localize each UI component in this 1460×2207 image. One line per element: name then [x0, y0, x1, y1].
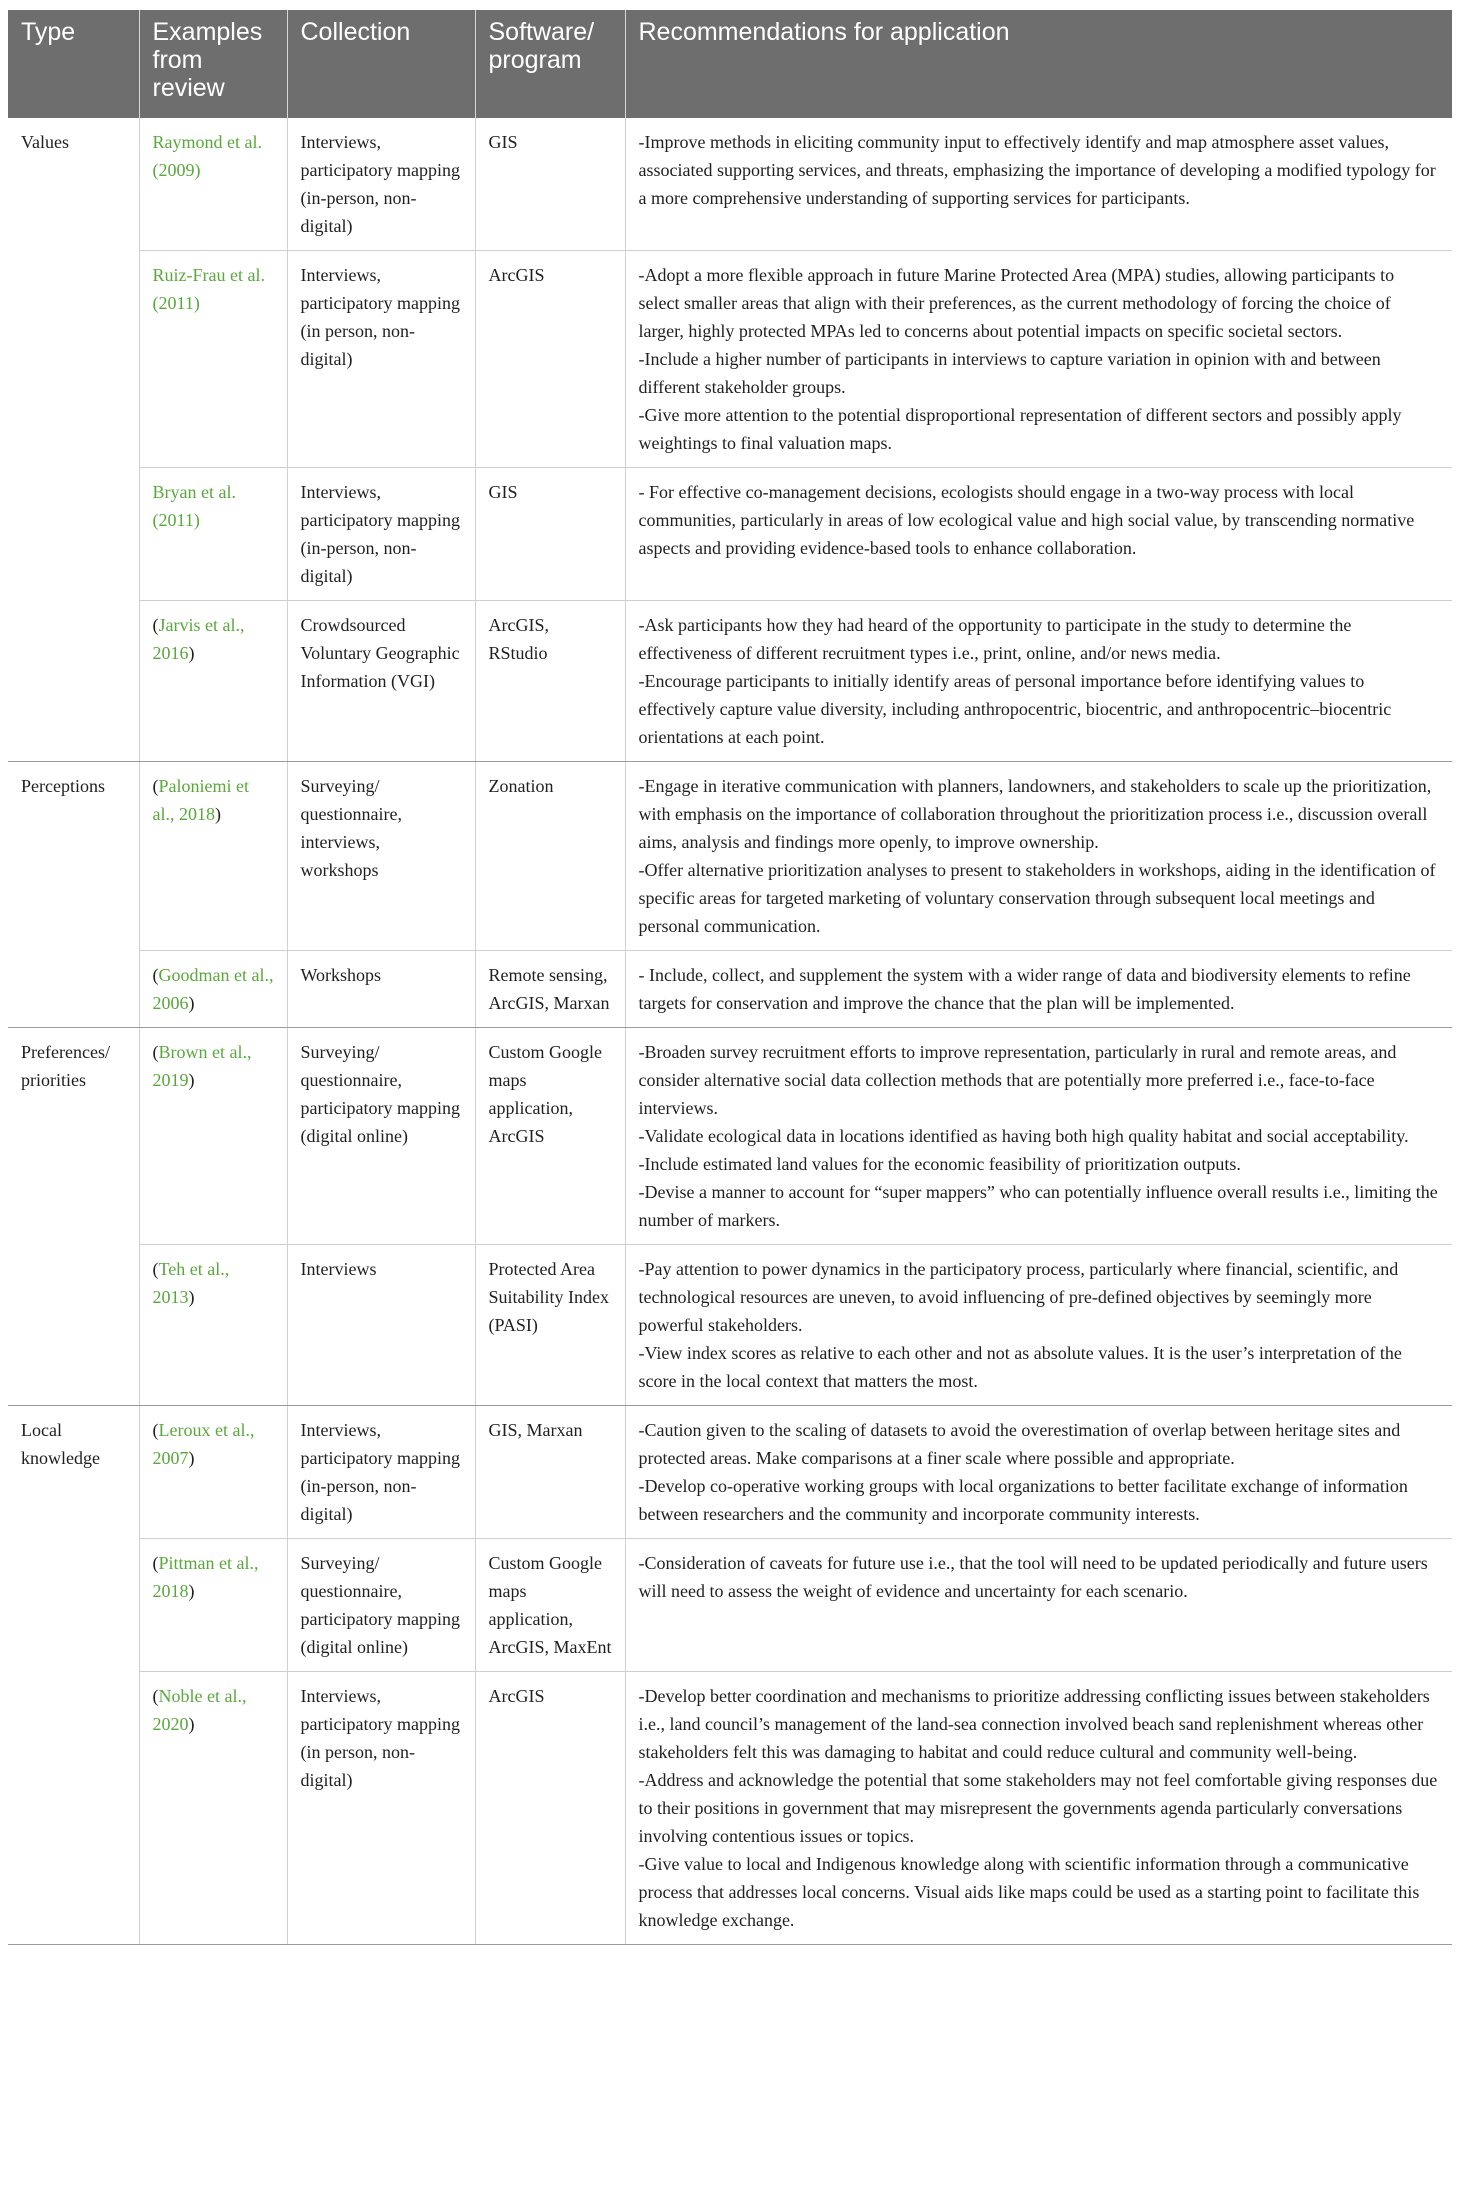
header-type: Type — [8, 10, 139, 118]
collection-cell: Crowdsourced Voluntary Geographic Information (VGI) — [287, 601, 475, 762]
software-cell: Zonation — [475, 762, 625, 951]
software-cell: GIS — [475, 468, 625, 601]
software-cell: Remote sensing, ArcGIS, Marxan — [475, 951, 625, 1028]
collection-cell: Surveying/ questionnaire, participatory mapping (digital online) — [287, 1028, 475, 1245]
citation-link[interactable]: Brown et al., 2019 — [152, 1042, 252, 1090]
recommendation-cell — [625, 118, 1452, 251]
collection-cell: Interviews, participatory mapping (in-person, non-digital) — [287, 1406, 475, 1539]
table-row — [8, 601, 1452, 762]
collection-cell: Surveying/ questionnaire, participatory mapping (digital online) — [287, 1539, 475, 1672]
example-cell — [139, 1245, 287, 1406]
collection-cell: Interviews, participatory mapping (in-person, non-digital) — [287, 118, 475, 251]
software-cell: ArcGIS, RStudio — [475, 601, 625, 762]
example-suffix: ) — [188, 1287, 195, 1307]
recommendations-table — [8, 10, 1452, 1945]
recommendation-cell — [625, 1672, 1452, 1945]
software-cell: Protected Area Suitability Index (PASI) — [475, 1245, 625, 1406]
example-suffix: ) — [188, 1581, 195, 1601]
recommendation-item: -Include estimated land values for the economic feasibility of prioritization outputs. — [638, 1154, 1241, 1174]
recommendation-item: - Include, collect, and supplement the system with a wider range of data and biodiversity elements to refine targets for conservation and improve the chance that the plan will be implemented. — [638, 965, 1411, 1013]
example-cell — [139, 1028, 287, 1245]
example-suffix: ) — [188, 1070, 195, 1090]
header-collection: Collection — [287, 10, 475, 118]
citation-link[interactable]: Bryan et al. (2011) — [152, 482, 236, 530]
collection-cell: Interviews, participatory mapping (in person, non-digital) — [287, 251, 475, 468]
example-cell — [139, 601, 287, 762]
example-cell — [139, 468, 287, 601]
table-row — [8, 1406, 1452, 1539]
recommendation-cell — [625, 1539, 1452, 1672]
example-cell — [139, 1672, 287, 1945]
example-prefix: ( — [152, 1259, 159, 1279]
recommendation-item: -Improve methods in eliciting community input to effectively identify and map atmosphere asset values, associated supporting services, and threats, emphasizing the importance of developing a modified typology for a more comprehensive understanding of supporting services for participants. — [638, 132, 1436, 208]
recommendation-item: -Broaden survey recruitment efforts to improve representation, particularly in rural and remote areas, and consider alternative social data collection methods that are potentially more preferred i.e., face-to-face interviews. — [638, 1042, 1397, 1118]
recommendation-item: -Validate ecological data in locations identified as having both high quality habitat and social acceptability. — [638, 1126, 1409, 1146]
type-cell: Perceptions — [8, 762, 139, 1028]
table-row — [8, 118, 1452, 251]
recommendation-item: -Offer alternative prioritization analyses to present to stakeholders in workshops, aiding in the identification of specific areas for targeted marketing of voluntary conservation through subsequent local meetings and personal communication. — [638, 860, 1436, 936]
citation-link[interactable]: Pittman et al., 2018 — [152, 1553, 259, 1601]
example-cell — [139, 951, 287, 1028]
software-cell: Custom Google maps application, ArcGIS, MaxEnt — [475, 1539, 625, 1672]
table-row — [8, 1245, 1452, 1406]
citation-link[interactable]: Ruiz-Frau et al. (2011) — [152, 265, 265, 313]
citation-link[interactable]: Jarvis et al., 2016 — [152, 615, 245, 663]
table-row — [8, 1539, 1452, 1672]
recommendation-item: -Ask participants how they had heard of the opportunity to participate in the study to determine the effectiveness of different recruitment types i.e., print, online, and/or news media. — [638, 615, 1352, 663]
recommendation-item: - For effective co-management decisions, ecologists should engage in a two-way process with local communities, particularly in areas of low ecological value and high social value, by transcending normative aspects and providing evidence-based tools to enhance collaboration. — [638, 482, 1415, 558]
table-header — [8, 10, 1452, 118]
citation-link[interactable]: Raymond et al. (2009) — [152, 132, 262, 180]
table-row — [8, 1672, 1452, 1945]
header-software: Software/ program — [475, 10, 625, 118]
example-prefix: ( — [152, 1553, 159, 1573]
collection-cell: Interviews — [287, 1245, 475, 1406]
recommendation-cell — [625, 1028, 1452, 1245]
example-cell — [139, 762, 287, 951]
example-prefix: ( — [152, 965, 159, 985]
citation-link[interactable]: Teh et al., 2013 — [152, 1259, 230, 1307]
recommendation-item: -Develop co-operative working groups with local organizations to better facilitate exchange of information between researchers and the community and incorporate community interests. — [638, 1476, 1408, 1524]
example-prefix: ( — [152, 1042, 159, 1062]
example-prefix: ( — [152, 615, 159, 635]
recommendation-item: -Include a higher number of participants in interviews to capture variation in opinion with and between different stakeholder groups. — [638, 349, 1381, 397]
collection-cell: Surveying/ questionnaire, interviews, workshops — [287, 762, 475, 951]
header-examples: Examples from review — [139, 10, 287, 118]
collection-cell: Interviews, participatory mapping (in person, non-digital) — [287, 1672, 475, 1945]
citation-link[interactable]: Goodman et al., 2006 — [152, 965, 274, 1013]
recommendation-item: -Consideration of caveats for future use i.e., that the tool will need to be updated periodically and future users will need to assess the weight of evidence and uncertainty for each scenario. — [638, 1553, 1428, 1601]
example-prefix: ( — [152, 1420, 159, 1440]
software-cell: ArcGIS — [475, 1672, 625, 1945]
recommendation-item: -Give value to local and Indigenous knowledge along with scientific information through a communicative process that addresses local concerns. Visual aids like maps could be used as a starting point to facilitate this knowledge exchange. — [638, 1854, 1420, 1930]
example-cell — [139, 1539, 287, 1672]
example-prefix: ( — [152, 776, 159, 796]
recommendation-item: -Give more attention to the potential disproportional representation of different sectors and possibly apply weightings to final valuation maps. — [638, 405, 1402, 453]
recommendation-item: -Encourage participants to initially identify areas of personal importance before identifying values to effectively capture value diversity, including anthropocentric, biocentric, and anthropocentric–biocentric orientations at each point. — [638, 671, 1392, 747]
recommendation-item: -Develop better coordination and mechanisms to prioritize addressing conflicting issues between stakeholders i.e., land council’s management of the land-sea connection involved beach sand replenishment whereas other stakeholders felt this was damaging to habitat and could reduce cultural and community well-being. — [638, 1686, 1430, 1762]
citation-link[interactable]: Leroux et al., 2007 — [152, 1420, 255, 1468]
recommendation-item: -Devise a manner to account for “super mappers” who can potentially influence overall results i.e., limiting the number of markers. — [638, 1182, 1438, 1230]
recommendation-item: -Adopt a more flexible approach in future Marine Protected Area (MPA) studies, allowing participants to select smaller areas that align with their preferences, as the current methodology of forcing the choice of larger, highly protected MPAs led to concerns about potential impacts on specific societal sectors. — [638, 265, 1395, 341]
software-cell: Custom Google maps application, ArcGIS — [475, 1028, 625, 1245]
type-cell: Preferences/ priorities — [8, 1028, 139, 1406]
recommendation-cell — [625, 762, 1452, 951]
recommendation-cell — [625, 1406, 1452, 1539]
collection-cell: Interviews, participatory mapping (in-person, non-digital) — [287, 468, 475, 601]
collection-cell: Workshops — [287, 951, 475, 1028]
example-suffix: ) — [188, 1448, 195, 1468]
citation-link[interactable]: Noble et al., 2020 — [152, 1686, 247, 1734]
recommendation-item: -Address and acknowledge the potential that some stakeholders may not feel comfortable giving responses due to their positions in government that may misrepresent the governments agenda particularly conversations involving contentious issues or topics. — [638, 1770, 1438, 1846]
example-suffix: ) — [215, 804, 221, 824]
recommendation-item: -Engage in iterative communication with planners, landowners, and stakeholders to scale up the prioritization, with emphasis on the importance of collaboration throughout the prioritization process i.e., discussion overall aims, analysis and findings more openly, to improve ownership. — [638, 776, 1432, 852]
example-cell — [139, 118, 287, 251]
header-recommendations: Recommendations for application — [625, 10, 1452, 118]
header-row — [8, 10, 1452, 118]
example-suffix: ) — [188, 1714, 195, 1734]
type-cell: Local knowledge — [8, 1406, 139, 1945]
recommendation-item: -View index scores as relative to each other and not as absolute values. It is the user’s interpretation of the score in the local context that matters the most. — [638, 1343, 1402, 1391]
software-cell: GIS — [475, 118, 625, 251]
example-suffix: ) — [188, 643, 195, 663]
recommendation-item: -Caution given to the scaling of datasets to avoid the overestimation of overlap between heritage sites and protected areas. Make comparisons at a finer scale where possible and appropriate. — [638, 1420, 1401, 1468]
software-cell: GIS, Marxan — [475, 1406, 625, 1539]
table-row — [8, 951, 1452, 1028]
recommendation-cell — [625, 468, 1452, 601]
type-cell: Values — [8, 118, 139, 762]
recommendation-cell — [625, 1245, 1452, 1406]
software-cell: ArcGIS — [475, 251, 625, 468]
table-row — [8, 468, 1452, 601]
table-row — [8, 762, 1452, 951]
recommendation-cell — [625, 251, 1452, 468]
citation-link[interactable]: Paloniemi et al., 2018 — [152, 776, 249, 824]
example-prefix: ( — [152, 1686, 159, 1706]
example-suffix: ) — [188, 993, 195, 1013]
table-row — [8, 251, 1452, 468]
recommendation-item: -Pay attention to power dynamics in the participatory process, particularly where financial, scientific, and technological resources are uneven, to avoid influencing of pre-defined objectives by seemingly more powerful stakeholders. — [638, 1259, 1399, 1335]
recommendation-cell — [625, 951, 1452, 1028]
example-cell — [139, 251, 287, 468]
table-row — [8, 1028, 1452, 1245]
recommendation-cell — [625, 601, 1452, 762]
table-body — [8, 118, 1452, 1945]
example-cell — [139, 1406, 287, 1539]
